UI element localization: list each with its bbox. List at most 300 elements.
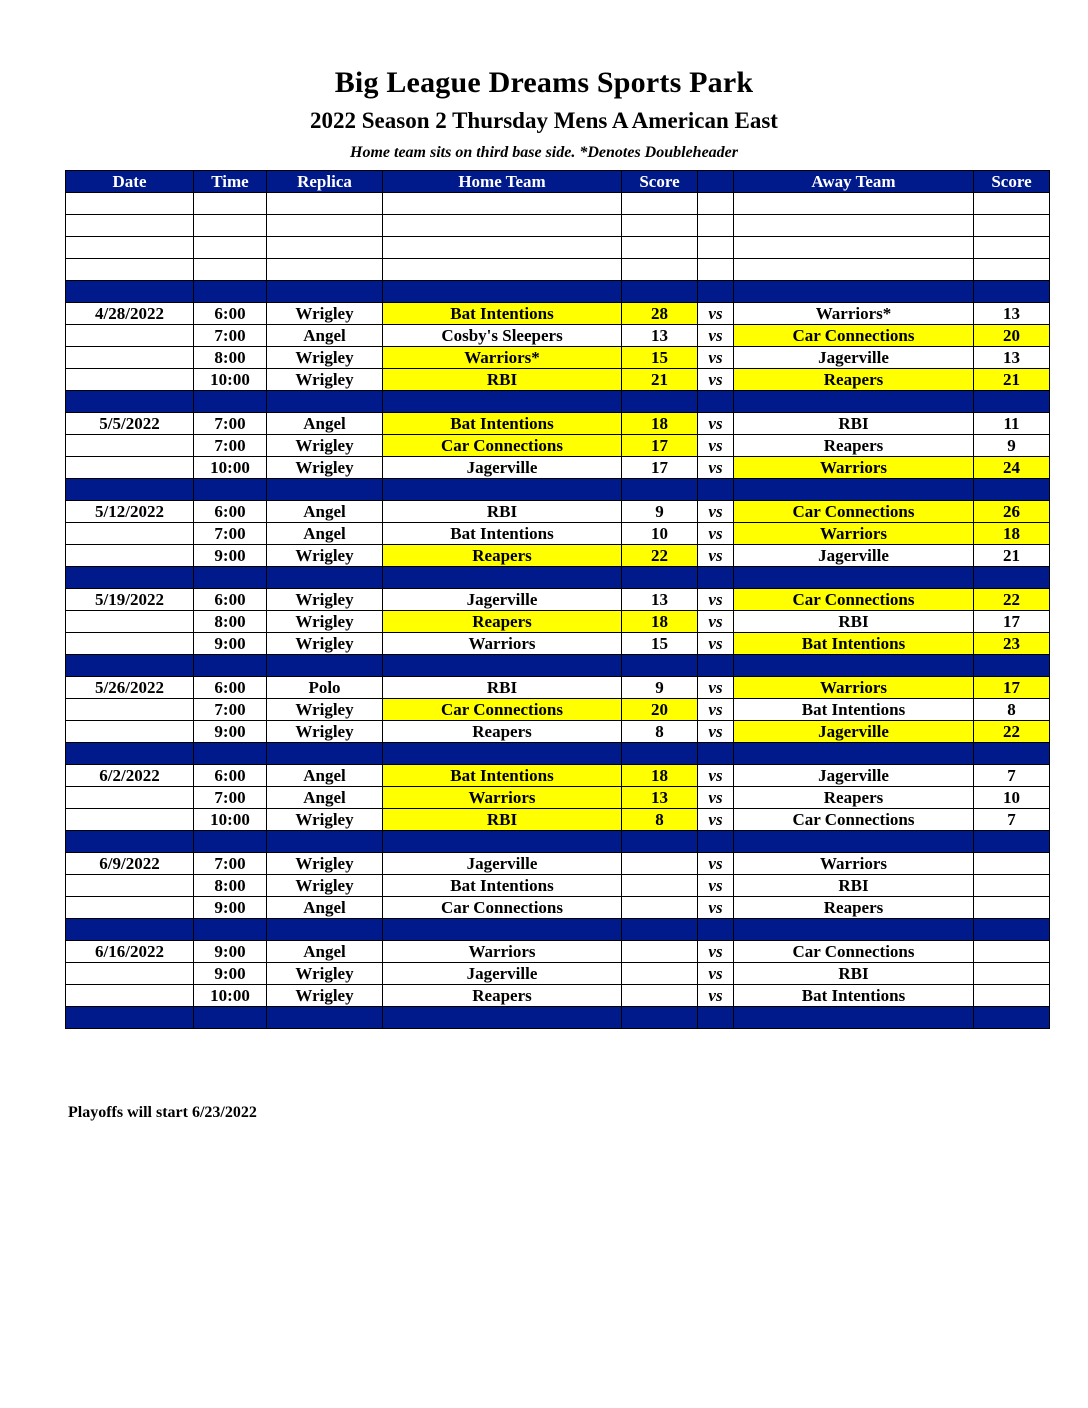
time-cell: 9:00	[194, 545, 267, 567]
home-team-cell: Reapers	[383, 985, 622, 1007]
separator-cell	[698, 281, 734, 303]
schedule-note: Home team sits on third base side. *Denotes Doubleheader	[350, 144, 738, 161]
away-team-cell: RBI	[734, 875, 974, 897]
blank-cell	[383, 259, 622, 281]
home-score-cell: 8	[622, 721, 698, 743]
separator-row	[66, 831, 1050, 853]
vs-cell: vs	[698, 787, 734, 809]
separator-cell	[66, 655, 194, 677]
home-score-cell	[622, 897, 698, 919]
home-score-cell: 15	[622, 347, 698, 369]
blank-cell	[66, 237, 194, 259]
home-team-cell: Bat Intentions	[383, 765, 622, 787]
separator-cell	[734, 743, 974, 765]
separator-cell	[383, 281, 622, 303]
separator-cell	[734, 479, 974, 501]
home-team-cell: Jagerville	[383, 457, 622, 479]
vs-cell: vs	[698, 721, 734, 743]
blank-cell	[734, 259, 974, 281]
time-cell: 7:00	[194, 853, 267, 875]
away-score-cell: 17	[974, 611, 1050, 633]
replica-cell: Angel	[267, 897, 383, 919]
away-score-cell: 11	[974, 413, 1050, 435]
blank-cell	[974, 259, 1050, 281]
home-team-cell: Reapers	[383, 721, 622, 743]
separator-cell	[622, 1007, 698, 1029]
separator-cell	[194, 919, 267, 941]
separator-cell	[974, 743, 1050, 765]
game-row	[66, 787, 1050, 809]
page-subtitle: 2022 Season 2 Thursday Mens A American East	[310, 108, 778, 133]
blank-cell	[734, 193, 974, 215]
separator-row	[66, 919, 1050, 941]
away-team-cell: RBI	[734, 611, 974, 633]
replica-cell: Angel	[267, 413, 383, 435]
col-vs-header	[698, 171, 734, 193]
home-score-cell: 8	[622, 809, 698, 831]
home-score-cell: 20	[622, 699, 698, 721]
away-team-cell: Bat Intentions	[734, 633, 974, 655]
blank-cell	[66, 193, 194, 215]
replica-cell: Wrigley	[267, 963, 383, 985]
replica-cell: Wrigley	[267, 347, 383, 369]
separator-cell	[194, 743, 267, 765]
separator-cell	[734, 919, 974, 941]
separator-cell	[622, 391, 698, 413]
blank-cell	[622, 259, 698, 281]
away-team-cell: RBI	[734, 963, 974, 985]
separator-cell	[974, 281, 1050, 303]
away-score-cell: 13	[974, 347, 1050, 369]
separator-cell	[383, 655, 622, 677]
home-team-cell: RBI	[383, 501, 622, 523]
date-cell	[66, 875, 194, 897]
away-score-cell	[974, 853, 1050, 875]
separator-cell	[734, 1007, 974, 1029]
home-score-cell: 15	[622, 633, 698, 655]
separator-cell	[267, 919, 383, 941]
away-score-cell: 24	[974, 457, 1050, 479]
blank-cell	[383, 237, 622, 259]
vs-cell: vs	[698, 325, 734, 347]
date-cell	[66, 325, 194, 347]
game-row	[66, 413, 1050, 435]
replica-cell: Wrigley	[267, 369, 383, 391]
separator-cell	[974, 479, 1050, 501]
away-score-cell: 22	[974, 721, 1050, 743]
game-row	[66, 545, 1050, 567]
vs-cell: vs	[698, 501, 734, 523]
separator-cell	[698, 479, 734, 501]
vs-cell: vs	[698, 611, 734, 633]
separator-cell	[194, 567, 267, 589]
time-cell: 9:00	[194, 721, 267, 743]
home-score-cell: 28	[622, 303, 698, 325]
home-score-cell: 18	[622, 611, 698, 633]
date-cell: 6/2/2022	[66, 765, 194, 787]
away-team-cell: Warriors	[734, 853, 974, 875]
replica-cell: Wrigley	[267, 809, 383, 831]
vs-cell: vs	[698, 303, 734, 325]
blank-cell	[194, 215, 267, 237]
away-team-cell: Warriors	[734, 677, 974, 699]
blank-cell	[698, 193, 734, 215]
replica-cell: Polo	[267, 677, 383, 699]
date-cell: 6/16/2022	[66, 941, 194, 963]
time-cell: 7:00	[194, 325, 267, 347]
vs-cell: vs	[698, 897, 734, 919]
home-score-cell	[622, 875, 698, 897]
away-team-cell: Car Connections	[734, 501, 974, 523]
blank-row	[66, 237, 1050, 259]
blank-cell	[974, 215, 1050, 237]
blank-cell	[66, 259, 194, 281]
time-cell: 6:00	[194, 677, 267, 699]
separator-cell	[734, 567, 974, 589]
separator-cell	[383, 1007, 622, 1029]
home-team-cell: Warriors	[383, 787, 622, 809]
away-team-cell: Reapers	[734, 369, 974, 391]
vs-cell: vs	[698, 941, 734, 963]
separator-cell	[66, 479, 194, 501]
col-away-team-header: Away Team	[734, 171, 974, 193]
away-score-cell: 21	[974, 545, 1050, 567]
separator-cell	[194, 479, 267, 501]
away-team-cell: Warriors*	[734, 303, 974, 325]
away-score-cell: 8	[974, 699, 1050, 721]
blank-cell	[267, 237, 383, 259]
home-score-cell: 21	[622, 369, 698, 391]
home-team-cell: Jagerville	[383, 853, 622, 875]
separator-cell	[974, 655, 1050, 677]
blank-cell	[194, 237, 267, 259]
game-row	[66, 875, 1050, 897]
home-score-cell: 17	[622, 457, 698, 479]
game-row	[66, 347, 1050, 369]
separator-cell	[194, 831, 267, 853]
replica-cell: Angel	[267, 501, 383, 523]
time-cell: 7:00	[194, 523, 267, 545]
separator-cell	[383, 479, 622, 501]
replica-cell: Wrigley	[267, 303, 383, 325]
home-team-cell: Warriors	[383, 941, 622, 963]
blank-cell	[383, 193, 622, 215]
blank-cell	[622, 237, 698, 259]
separator-cell	[622, 567, 698, 589]
separator-cell	[267, 1007, 383, 1029]
separator-row	[66, 567, 1050, 589]
separator-cell	[622, 655, 698, 677]
separator-cell	[622, 479, 698, 501]
separator-cell	[734, 831, 974, 853]
away-team-cell: Reapers	[734, 787, 974, 809]
separator-cell	[974, 1007, 1050, 1029]
away-score-cell	[974, 985, 1050, 1007]
time-cell: 9:00	[194, 941, 267, 963]
separator-cell	[66, 743, 194, 765]
home-score-cell	[622, 985, 698, 1007]
separator-cell	[622, 831, 698, 853]
away-team-cell: Jagerville	[734, 721, 974, 743]
separator-cell	[267, 655, 383, 677]
date-cell: 5/26/2022	[66, 677, 194, 699]
away-score-cell: 10	[974, 787, 1050, 809]
game-row	[66, 325, 1050, 347]
separator-row	[66, 281, 1050, 303]
time-cell: 6:00	[194, 501, 267, 523]
blank-cell	[66, 215, 194, 237]
replica-cell: Wrigley	[267, 985, 383, 1007]
separator-cell	[267, 743, 383, 765]
time-cell: 9:00	[194, 897, 267, 919]
vs-cell: vs	[698, 963, 734, 985]
home-score-cell: 17	[622, 435, 698, 457]
time-cell: 9:00	[194, 963, 267, 985]
game-row	[66, 699, 1050, 721]
replica-cell: Angel	[267, 787, 383, 809]
replica-cell: Wrigley	[267, 853, 383, 875]
vs-cell: vs	[698, 677, 734, 699]
home-team-cell: Car Connections	[383, 897, 622, 919]
replica-cell: Angel	[267, 765, 383, 787]
separator-cell	[622, 743, 698, 765]
separator-cell	[698, 655, 734, 677]
time-cell: 7:00	[194, 699, 267, 721]
time-cell: 7:00	[194, 413, 267, 435]
separator-cell	[974, 831, 1050, 853]
separator-cell	[66, 281, 194, 303]
blank-cell	[194, 193, 267, 215]
game-row	[66, 457, 1050, 479]
time-cell: 10:00	[194, 457, 267, 479]
date-cell: 6/9/2022	[66, 853, 194, 875]
date-cell: 5/12/2022	[66, 501, 194, 523]
away-team-cell: Bat Intentions	[734, 985, 974, 1007]
vs-cell: vs	[698, 853, 734, 875]
time-cell: 8:00	[194, 347, 267, 369]
replica-cell: Wrigley	[267, 457, 383, 479]
away-score-cell: 20	[974, 325, 1050, 347]
game-row	[66, 985, 1050, 1007]
away-team-cell: Car Connections	[734, 589, 974, 611]
separator-cell	[66, 831, 194, 853]
home-score-cell: 18	[622, 765, 698, 787]
game-row	[66, 435, 1050, 457]
home-team-cell: Bat Intentions	[383, 875, 622, 897]
col-away-score-header: Score	[974, 171, 1050, 193]
separator-cell	[267, 391, 383, 413]
vs-cell: vs	[698, 435, 734, 457]
blank-row	[66, 259, 1050, 281]
page-title: Big League Dreams Sports Park	[334, 66, 754, 99]
time-cell: 8:00	[194, 611, 267, 633]
vs-cell: vs	[698, 545, 734, 567]
game-row	[66, 677, 1050, 699]
date-cell	[66, 985, 194, 1007]
vs-cell: vs	[698, 369, 734, 391]
away-team-cell: Warriors	[734, 457, 974, 479]
date-cell	[66, 699, 194, 721]
date-cell	[66, 809, 194, 831]
game-row	[66, 941, 1050, 963]
replica-cell: Wrigley	[267, 589, 383, 611]
separator-cell	[734, 391, 974, 413]
separator-cell	[974, 919, 1050, 941]
game-row	[66, 897, 1050, 919]
separator-cell	[194, 1007, 267, 1029]
replica-cell: Wrigley	[267, 699, 383, 721]
away-score-cell: 17	[974, 677, 1050, 699]
home-score-cell	[622, 853, 698, 875]
date-cell	[66, 721, 194, 743]
home-team-cell: RBI	[383, 809, 622, 831]
date-cell: 5/5/2022	[66, 413, 194, 435]
home-team-cell: RBI	[383, 369, 622, 391]
home-team-cell: Car Connections	[383, 435, 622, 457]
home-team-cell: Reapers	[383, 545, 622, 567]
date-cell: 4/28/2022	[66, 303, 194, 325]
time-cell: 10:00	[194, 369, 267, 391]
vs-cell: vs	[698, 457, 734, 479]
game-row	[66, 303, 1050, 325]
blank-cell	[622, 215, 698, 237]
game-row	[66, 633, 1050, 655]
blank-cell	[698, 237, 734, 259]
time-cell: 8:00	[194, 875, 267, 897]
away-score-cell: 26	[974, 501, 1050, 523]
vs-cell: vs	[698, 985, 734, 1007]
date-cell	[66, 897, 194, 919]
date-cell	[66, 633, 194, 655]
home-team-cell: Warriors	[383, 633, 622, 655]
date-cell	[66, 347, 194, 369]
home-team-cell: Cosby's Sleepers	[383, 325, 622, 347]
vs-cell: vs	[698, 765, 734, 787]
blank-cell	[267, 215, 383, 237]
separator-cell	[383, 391, 622, 413]
away-team-cell: Reapers	[734, 897, 974, 919]
replica-cell: Wrigley	[267, 545, 383, 567]
replica-cell: Wrigley	[267, 435, 383, 457]
separator-row	[66, 743, 1050, 765]
separator-cell	[383, 831, 622, 853]
vs-cell: vs	[698, 633, 734, 655]
replica-cell: Angel	[267, 325, 383, 347]
away-score-cell: 9	[974, 435, 1050, 457]
game-row	[66, 809, 1050, 831]
blank-cell	[194, 259, 267, 281]
home-team-cell: Jagerville	[383, 963, 622, 985]
away-team-cell: Bat Intentions	[734, 699, 974, 721]
playoffs-note: Playoffs will start 6/23/2022	[68, 1104, 257, 1121]
vs-cell: vs	[698, 589, 734, 611]
blank-cell	[622, 193, 698, 215]
game-row	[66, 721, 1050, 743]
separator-cell	[383, 743, 622, 765]
blank-cell	[267, 193, 383, 215]
date-cell	[66, 611, 194, 633]
date-cell	[66, 963, 194, 985]
away-team-cell: Car Connections	[734, 809, 974, 831]
separator-cell	[66, 391, 194, 413]
date-cell: 5/19/2022	[66, 589, 194, 611]
blank-cell	[698, 215, 734, 237]
home-score-cell: 9	[622, 501, 698, 523]
col-date-header: Date	[66, 171, 194, 193]
home-score-cell: 22	[622, 545, 698, 567]
separator-cell	[194, 281, 267, 303]
blank-cell	[734, 237, 974, 259]
vs-cell: vs	[698, 413, 734, 435]
vs-cell: vs	[698, 347, 734, 369]
away-team-cell: Reapers	[734, 435, 974, 457]
home-team-cell: Reapers	[383, 611, 622, 633]
separator-cell	[267, 281, 383, 303]
separator-cell	[734, 655, 974, 677]
away-score-cell: 23	[974, 633, 1050, 655]
away-score-cell: 21	[974, 369, 1050, 391]
away-score-cell	[974, 875, 1050, 897]
away-score-cell	[974, 897, 1050, 919]
away-team-cell: Jagerville	[734, 765, 974, 787]
home-team-cell: Warriors*	[383, 347, 622, 369]
away-team-cell: RBI	[734, 413, 974, 435]
separator-row	[66, 1007, 1050, 1029]
separator-cell	[974, 567, 1050, 589]
time-cell: 10:00	[194, 985, 267, 1007]
time-cell: 6:00	[194, 589, 267, 611]
away-team-cell: Car Connections	[734, 941, 974, 963]
date-cell	[66, 787, 194, 809]
replica-cell: Wrigley	[267, 611, 383, 633]
home-score-cell	[622, 941, 698, 963]
date-cell	[66, 523, 194, 545]
separator-cell	[698, 743, 734, 765]
home-team-cell: Jagerville	[383, 589, 622, 611]
time-cell: 6:00	[194, 303, 267, 325]
home-score-cell: 18	[622, 413, 698, 435]
home-score-cell: 13	[622, 325, 698, 347]
away-score-cell: 18	[974, 523, 1050, 545]
home-team-cell: Bat Intentions	[383, 303, 622, 325]
separator-cell	[383, 919, 622, 941]
date-cell	[66, 545, 194, 567]
separator-cell	[66, 919, 194, 941]
replica-cell: Wrigley	[267, 875, 383, 897]
date-cell	[66, 457, 194, 479]
vs-cell: vs	[698, 699, 734, 721]
date-cell	[66, 369, 194, 391]
separator-cell	[267, 479, 383, 501]
away-score-cell: 7	[974, 765, 1050, 787]
separator-cell	[698, 391, 734, 413]
time-cell: 10:00	[194, 809, 267, 831]
replica-cell: Angel	[267, 941, 383, 963]
separator-cell	[622, 281, 698, 303]
time-cell: 7:00	[194, 787, 267, 809]
home-team-cell: Car Connections	[383, 699, 622, 721]
away-team-cell: Jagerville	[734, 347, 974, 369]
game-row	[66, 963, 1050, 985]
schedule-table	[65, 170, 1050, 1029]
header-row	[66, 171, 1050, 193]
away-score-cell: 7	[974, 809, 1050, 831]
away-score-cell: 22	[974, 589, 1050, 611]
game-row	[66, 501, 1050, 523]
col-home-score-header: Score	[622, 171, 698, 193]
separator-cell	[66, 1007, 194, 1029]
separator-cell	[383, 567, 622, 589]
